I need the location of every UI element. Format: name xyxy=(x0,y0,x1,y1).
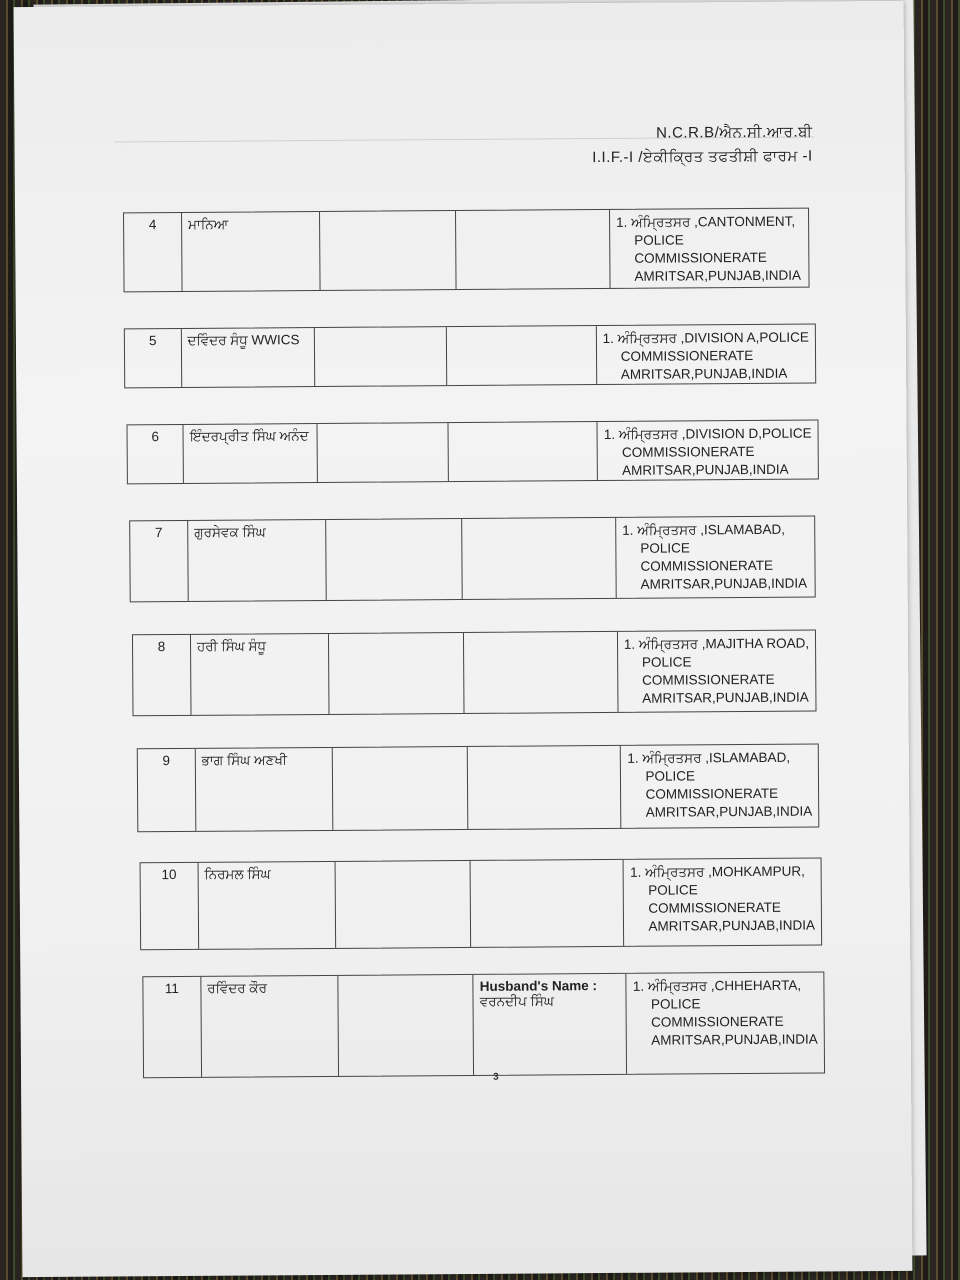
relation-name xyxy=(468,522,609,523)
relation-name xyxy=(462,214,603,215)
location-line: COMMISSIONERATE xyxy=(642,671,775,688)
location-line: COMMISSIONERATE xyxy=(620,347,754,364)
relation-label xyxy=(455,426,591,427)
relation-name: ਵਰਨਦੀਪ ਸਿੰਘ xyxy=(479,993,554,1009)
location-line: COMMISSIONERATE xyxy=(640,557,774,574)
relation-cell xyxy=(471,860,625,947)
relation-name xyxy=(453,330,589,331)
location-cell xyxy=(621,745,818,828)
person-name: ਇੰਦਰਪ੍ਰੀਤ ਸਿੰਘ ਅਨੰਦ xyxy=(184,424,318,483)
row-number: 5 xyxy=(125,329,182,387)
table-row xyxy=(137,744,820,833)
location-cell xyxy=(618,631,816,712)
location-cell xyxy=(598,421,818,481)
relation-label: Husband's Name : xyxy=(479,978,598,994)
location-cell xyxy=(624,859,821,946)
location-line: COMMISSIONERATE xyxy=(645,785,779,802)
location-line: 1. ਅੰਮ੍ਰਿਤਸਰ ,DIVISION D,POLICE xyxy=(603,425,812,443)
empty-cell xyxy=(315,327,447,386)
relation-name xyxy=(474,750,614,751)
empty-cell xyxy=(336,861,472,948)
row-number: 11 xyxy=(143,977,201,1077)
row-number: 9 xyxy=(138,749,196,831)
table-row xyxy=(126,420,818,485)
location-line: 1. ਅੰਮ੍ਰਿਤਸਰ ,ISLAMABAD, xyxy=(627,749,791,766)
row-number: 6 xyxy=(128,425,185,483)
relation-name xyxy=(455,426,591,427)
table-row xyxy=(140,858,823,951)
document-page xyxy=(14,1,913,1277)
person-name: ਦਵਿੰਦਰ ਸੰਧੂ WWICS xyxy=(181,328,315,387)
location-line: 1. ਅੰਮ੍ਰਿਤਸਰ ,DIVISION A,POLICE xyxy=(602,329,809,347)
relation-cell xyxy=(464,632,618,713)
location-line: 1. ਅੰਮ੍ਰਿਤਸਰ ,ISLAMABAD, xyxy=(622,521,786,538)
location-cell xyxy=(610,209,809,288)
location-cell xyxy=(627,972,824,1073)
location-line: COMMISSIONERATE xyxy=(621,443,755,460)
location-cell xyxy=(597,325,816,385)
row-number: 8 xyxy=(133,635,191,715)
location-line: POLICE xyxy=(645,768,695,784)
empty-cell xyxy=(317,423,449,482)
empty-cell xyxy=(320,211,457,290)
relation-cell xyxy=(468,746,622,829)
location-line: AMRITSAR,PUNJAB,INDIA xyxy=(642,689,809,706)
relation-label xyxy=(470,636,611,637)
form-title: I.I.F.-I /ਏਕੀਕ੍ਰਿਤ ਤਫਤੀਸ਼ੀ ਫਾਰਮ -I xyxy=(592,147,813,167)
location-line: AMRITSAR,PUNJAB,INDIA xyxy=(645,803,813,820)
relation-label xyxy=(468,522,609,523)
location-cell xyxy=(616,517,815,598)
empty-cell xyxy=(333,747,469,830)
location-line: POLICE xyxy=(648,882,698,898)
relation-label xyxy=(474,750,614,751)
empty-cell xyxy=(326,519,463,600)
relation-name xyxy=(470,636,611,637)
table-row xyxy=(123,208,810,293)
relation-cell xyxy=(449,422,598,481)
person-name: ਰਵਿੰਦਰ ਕੌਰ xyxy=(201,976,339,1077)
relation-cell xyxy=(474,974,628,1075)
location-line: POLICE xyxy=(650,996,701,1012)
location-line: 1. ਅੰਮ੍ਰਿਤਸਰ ,MOHKAMPUR, xyxy=(630,863,805,880)
location-line: AMRITSAR,PUNJAB,INDIA xyxy=(620,365,788,382)
location-line: AMRITSAR,PUNJAB,INDIA xyxy=(651,1031,818,1048)
relation-label xyxy=(453,330,589,331)
relation-label xyxy=(462,214,603,215)
location-line: AMRITSAR,PUNJAB,INDIA xyxy=(621,461,789,478)
person-name: ਗੁਰਸੇਵਕ ਸਿੰਘ xyxy=(188,520,327,601)
location-line: 1. ਅੰਮ੍ਰਿਤਸਰ ,CHHEHARTA, xyxy=(632,977,802,994)
location-line: POLICE xyxy=(640,540,690,556)
person-name: ਮਾਨਿਆ xyxy=(182,212,321,291)
table-row xyxy=(142,971,825,1078)
location-line: AMRITSAR,PUNJAB,INDIA xyxy=(648,917,816,934)
relation-cell xyxy=(456,210,611,289)
location-line: POLICE xyxy=(634,232,684,248)
relation-cell xyxy=(447,326,597,385)
form-code: N.C.R.B/ਐਨ.ਸੀ.ਆਰ.ਬੀ xyxy=(656,123,813,142)
row-number: 4 xyxy=(124,213,183,291)
table-row xyxy=(124,324,816,389)
relation-cell xyxy=(462,518,617,599)
person-name: ਨਿਰਮਲ ਸਿੰਘ xyxy=(198,862,336,949)
location-line: 1. ਅੰਮ੍ਰਿਤਸਰ ,CANTONMENT, xyxy=(616,213,796,230)
table-row xyxy=(132,630,817,717)
row-number: 10 xyxy=(141,863,199,949)
location-line: AMRITSAR,PUNJAB,INDIA xyxy=(640,575,808,592)
location-line: AMRITSAR,PUNJAB,INDIA xyxy=(634,267,802,284)
page-number: 3 xyxy=(493,1071,499,1083)
location-line: 1. ਅੰਮ੍ਰਿਤਸਰ ,MAJITHA ROAD, xyxy=(623,635,810,652)
empty-cell xyxy=(328,633,464,714)
location-line: COMMISSIONERATE xyxy=(634,249,767,266)
location-line: COMMISSIONERATE xyxy=(648,899,781,916)
person-name: ਹਰੀ ਸਿੰਘ ਸੰਧੂ xyxy=(191,634,329,715)
person-name: ਭਾਗ ਸਿੰਘ ਅਣਖੀ xyxy=(195,748,333,831)
relation-label xyxy=(477,864,617,865)
empty-cell xyxy=(338,975,474,1076)
relation-name xyxy=(477,864,617,865)
table-row xyxy=(129,516,816,603)
location-line: COMMISSIONERATE xyxy=(651,1013,784,1030)
location-line: POLICE xyxy=(641,654,692,670)
row-number: 7 xyxy=(130,521,189,601)
